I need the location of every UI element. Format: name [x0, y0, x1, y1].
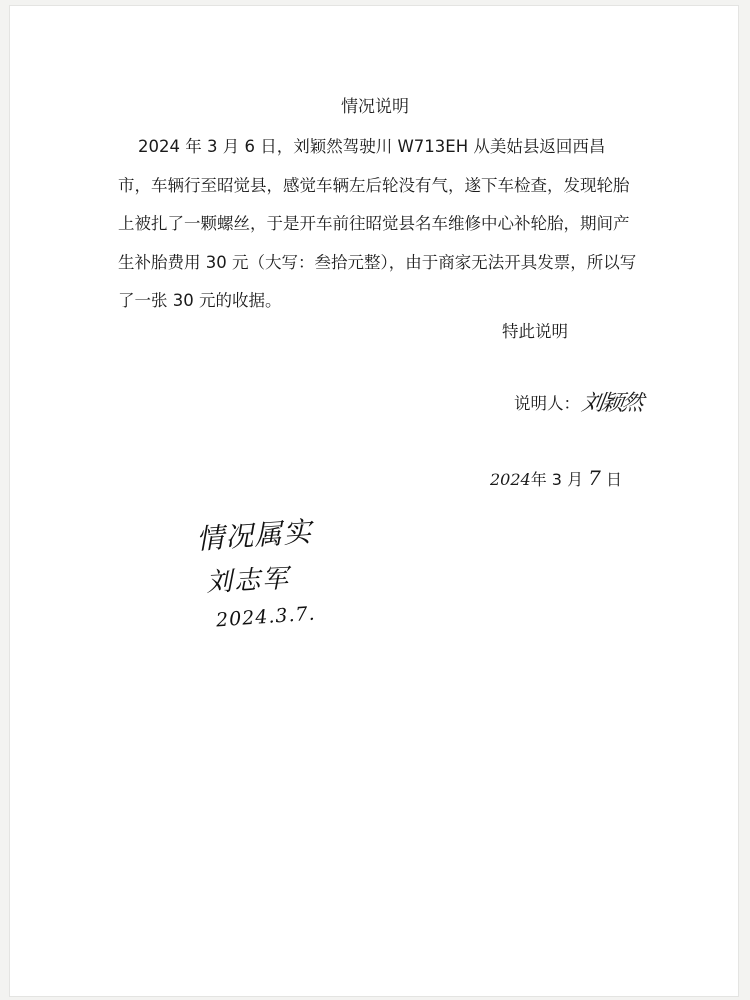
- closing-text: 特此说明: [502, 322, 568, 341]
- signer-row: [514, 386, 642, 417]
- verification-date: 2024.3.7.: [215, 602, 317, 632]
- signer-label: 说明人：: [514, 393, 580, 413]
- date-day-suffix: 日: [606, 470, 623, 489]
- date-day: 7: [588, 466, 601, 490]
- signer-signature: 刘颖然: [579, 391, 644, 416]
- document-body: 2024 年 3 月 6 日，刘颖然驾驶川 W713EH 从美姑县返回西昌市，车辆行至昭觉县，感觉车辆左后轮没有气，遂下车检查，发现轮胎上被扎了一颗螺丝，于是开车前往昭觉县名车维修中心补轮胎，期间产生补胎费用 30 元（大写：叁拾元整），由于商家无法开具发票，所以写了一张 30 元的收据。: [118, 137, 637, 310]
- verification-note: 情况属实: [195, 514, 314, 557]
- document-title: 情况说明: [341, 97, 409, 117]
- document-date: [490, 466, 622, 490]
- date-year: 2024: [490, 470, 531, 489]
- verifier-signature: 刘志军: [205, 563, 291, 599]
- date-year-suffix: 年 3 月: [530, 470, 584, 489]
